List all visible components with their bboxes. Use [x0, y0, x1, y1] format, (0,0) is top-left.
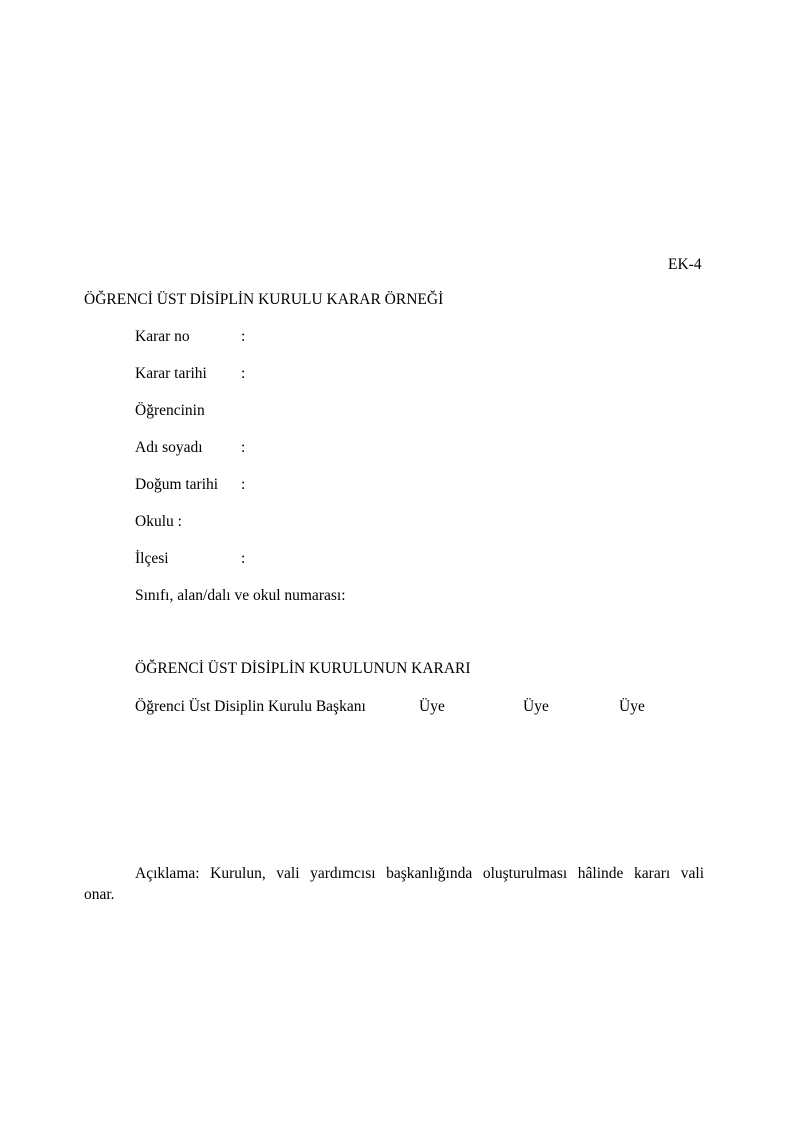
- note-line-1: Açıklama: Kurulun, vali yardımcısı başkanlığında oluşturulması hâlinde kararı vali: [135, 865, 704, 882]
- chair-signatory: Öğrenci Üst Disiplin Kurulu Başkanı: [135, 698, 366, 715]
- field-colon: :: [241, 550, 246, 567]
- annex-label: EK-4: [668, 256, 702, 273]
- field-label: Karar no: [135, 328, 190, 345]
- field-colon: :: [241, 365, 246, 382]
- field-colon: :: [241, 439, 246, 456]
- field-label: Okulu :: [135, 513, 182, 530]
- field-label: İlçesi: [135, 550, 169, 567]
- field-label: Karar tarihi: [135, 365, 207, 382]
- field-label: Öğrencinin: [135, 402, 205, 419]
- field-label: Doğum tarihi: [135, 476, 219, 493]
- note-line-2: onar.: [84, 886, 115, 903]
- document-title: ÖĞRENCİ ÜST DİSİPLİN KURULU KARAR ÖRNEĞİ: [84, 291, 444, 308]
- field-colon: :: [241, 328, 246, 345]
- decision-heading: ÖĞRENCİ ÜST DİSİPLİN KURULUNUN KARARI: [135, 660, 471, 677]
- field-colon: :: [241, 476, 246, 493]
- member-signatory: Üye: [419, 698, 445, 715]
- field-label: Adı soyadı: [135, 439, 203, 456]
- member-signatory: Üye: [619, 698, 645, 715]
- member-signatory: Üye: [523, 698, 549, 715]
- explanation-note: [84, 863, 704, 905]
- field-label: Sınıfı, alan/dalı ve okul numarası:: [135, 587, 346, 604]
